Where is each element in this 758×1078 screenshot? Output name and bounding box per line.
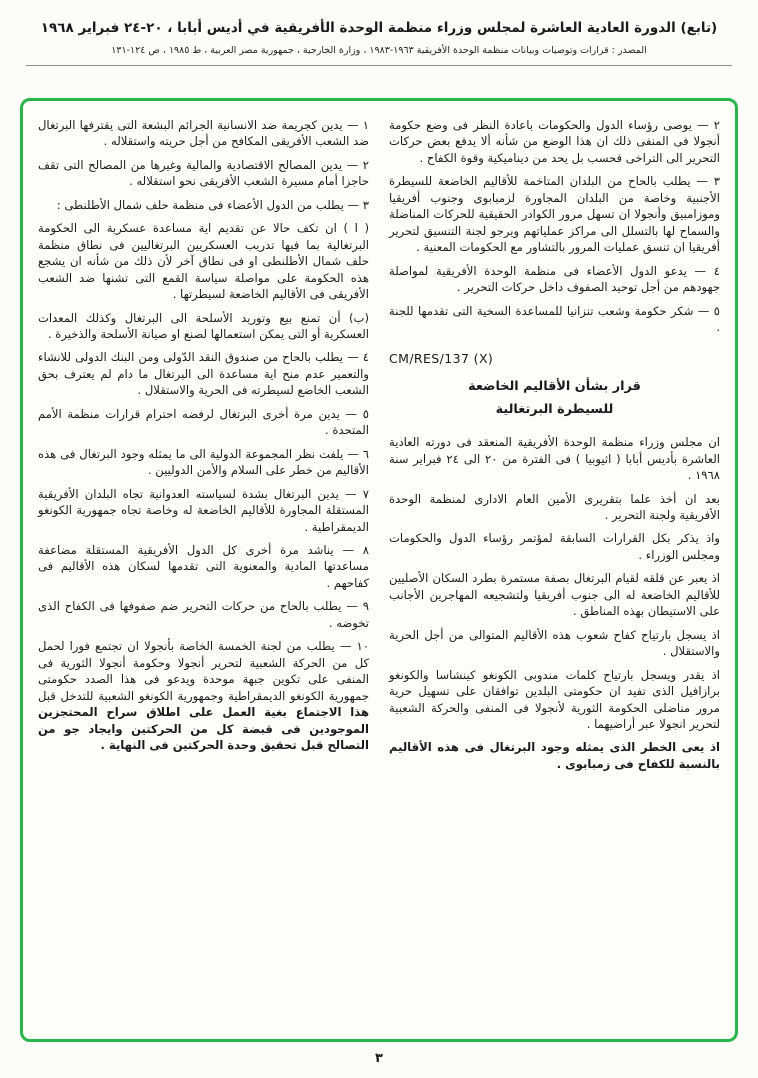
operative-paragraph-6: ٦ — يلفت نظر المجموعة الدولية الى ما يمثله وجود البرتغال فى هذه الأقاليم من خطر على السلام والأمن الدوليين . bbox=[38, 446, 369, 478]
operative-paragraph-2: ٢ — يوصى رؤساء الدول والحكومات باعادة النظر فى وضع حكومة أنجولا فى المنفى ذلك ان هذا الوضع من شأنه ألا يدفع بعض حركات التحرير الى التراخى فحسب بل يحد من ديناميكية وقوة الكفاح . bbox=[389, 118, 720, 165]
operative-paragraph-1: ١ — يدين كجريمة ضد الانسانية الجرائم البشعة التى يقترفها البرتغال ضد الشعب الأفريقى المكافح من أجل حريته واستقلاله . bbox=[38, 118, 369, 149]
resolution-heading bbox=[389, 376, 720, 421]
operative-paragraph-2: ٢ — يدين المصالح الاقتصادية والمالية وغيرها من المصالح التى تقف حاجزا أمام مسيرة الشعب الأفريقى نحو استقلاله . bbox=[38, 157, 369, 189]
resolution-heading-line2: للسيطرة البرتغالية bbox=[495, 401, 614, 417]
operative-paragraph-5: ٥ — شكر حكومة وشعب تنزانيا للمساعدة السخية التى تقدمها للجنة . bbox=[389, 303, 720, 334]
operative-paragraph-3: ٣ — يطلب من الدول الأعضاء فى منظمة حلف شمال الأطلنطى : bbox=[56, 197, 369, 212]
page-header bbox=[0, 0, 758, 56]
subparagraph-b: (ب) أن تمنع بيع وتوريد الأسلحة الى البرتغال وكذلك المعدات العسكرية أو التى يمكن استعمالها لصنع او صيانة الأسلحة والذخيرة . bbox=[38, 310, 369, 341]
operative-paragraph-4: ٤ — يطلب بالحاح من صندوق النقد الدّولى ومن البنك الدولى للانشاء والتعمير عدم منح اية مساعدة الى البرتغال ما دام لم يعترف بحق الشعب الخاضع لسيطرته فى الحرية والاستقلال . bbox=[38, 350, 369, 398]
operative-paragraph-10-emphasis: هذا الاجتماع بغية العمل على اطلاق سراح المحتجزين الموجودين فى قبضة كل من الحركتين وايجاد جو من التصالح قبل تحقيق وحدة الحركتين فى النهاية . bbox=[38, 705, 369, 752]
document-title: (تابع) الدورة العادية العاشرة لمجلس وزراء منظمة الوحدة الأفريقية في أديس أبابا ، ٢٠-٢٤ فبراير ١٩٦٨ bbox=[40, 20, 718, 36]
resolution-heading-line1: قرار بشأن الأقاليم الخاضعة bbox=[468, 379, 641, 395]
preamble-paragraph: اذ يعبر عن قلقه لقيام البرتغال بصفة مستمرة بطرد السكان الأصليين للأقاليم الخاضعة له الى جنوب أفريقيا ولتشجيعه المهاجرين الأجانب على الاستيطان بهذه المناطق . bbox=[389, 571, 720, 619]
column-left bbox=[38, 117, 369, 1023]
two-column-layout bbox=[38, 117, 720, 1023]
column-right bbox=[389, 117, 720, 1023]
operative-paragraph-4: ٤ — يدعو الدول الأعضاء فى منظمة الوحدة الأفريقية لمواصلة جهودهم من أجل توحيد الصفوف داخل حركات التحرير . bbox=[389, 263, 720, 295]
preamble-paragraph: ان مجلس وزراء منظمة الوحدة الأفريقية المنعقد فى دورته العادية العاشرة بأديس أبابا ( اثيوبيا ) فى الفترة من ٢٠ الى ٢٤ فبراير سنة ١٩٦٨ . bbox=[389, 435, 720, 483]
operative-paragraph-8: ٨ — يناشد مرة أخرى كل الدول الأفريقية المستقلة مضاعفة مساعدتها المادية والمعنوية التى تقدمها لسكان هذه الأقاليم فى كفاحهم . bbox=[38, 542, 369, 590]
header-divider bbox=[26, 65, 732, 66]
operative-paragraph-3: ٣ — يطلب بالحاح من البلدان المتاخمة للأقاليم الخاضعة للسيطرة الأجنبية وخاصة من البلدان المجاورة لزمبابوى وجنوب أفريقيا وموزامبيق وأنجولا ان تسهل مرور الكوادر الحقيقية للحركات المناضلة والسماح لها بالتسلل الى مراكز عملياتهم ويرجو لجنة التنسيق لتحرير أفريقيا ان تنسق عمليات المرور بالتشاور مع الحكومات المعنية . bbox=[389, 174, 720, 255]
subparagraph-a: ( ا ) ان تكف حالا عن تقديم اية مساعدة عسكرية الى الحكومة البرتغالية بما فيها تدريب العسكريين البرتغاليين فى نطاق منظمة حلف شمال الأطلنطى او فى نطاق آخر لأن ذلك من شأنه ان يشجع هذه الحكومة على مواصلة سياسة القمع التى تشنها ضد الشعب الأفريقى فى الأقاليم الخاضعة لسيطرتها . bbox=[38, 221, 369, 302]
preamble-paragraph-emphasis: اذ يعى الخطر الذى يمثله وجود البرتغال فى هذه الأقاليم بالنسبة للكفاح فى زمبابوى . bbox=[389, 740, 720, 771]
operative-paragraph-10-text: ١٠ — يطلب من لجنة الخمسة الخاصة بأنجولا ان تجتمع فورا لحمل كل من الحركة الشعبية لتحرير أنجولا وحكومة أنجولا الثورية فى المنفى على تكوين جبهة موحدة ويدعو فى هذا الصدد حكومتى جمهورية الكونغو الديمقراطية وجمهورية الكونغو الشعبية للتدخل قبل bbox=[38, 639, 369, 703]
resolution-reference-code: CM/RES/137 (X) bbox=[389, 351, 494, 367]
preamble-paragraph: اذ يسجل بارتياح كفاح شعوب هذه الأقاليم المتوالى من أجل الحرية والاستقلال . bbox=[389, 627, 720, 659]
operative-paragraph-10 bbox=[38, 638, 369, 753]
operative-paragraph-7: ٧ — يدين البرتغال بشدة لسياسته العدوانية تجاه البلدان الأفريقية المستقلة المجاورة للأقاليم الخاضعة له وخاصة تجاه جمهورية الكونغو الديمقراطية . bbox=[38, 486, 369, 534]
page-number: ٣ bbox=[375, 1051, 383, 1066]
source-citation: المصدر : قرارات وتوصيات وبيانات منظمة الوحدة الأفريقية ١٩٦٣-١٩٨٣ ، وزارة الخارجية ، جمهورية مصر العربية ، ط ١٩٨٥ ، ص ١٢٤-١٣١ bbox=[111, 45, 647, 56]
resolution-content-box bbox=[20, 98, 738, 1042]
operative-paragraph-5: ٥ — يدين مرة أخرى البرتغال لرفضه احترام قرارات منظمة الأمم المتحدة . bbox=[38, 406, 369, 438]
preamble-paragraph: واذ يذكر بكل القرارات السابقة لمؤتمر رؤساء الدول والحكومات ومجلس الوزراء . bbox=[389, 531, 720, 562]
preamble-paragraph: اذ يقدر ويسجل بارتياح كلمات مندوبى الكونغو كينشاسا والكونغو برازافيل الذى تفيد ان حكومتى البلدين توافقان على تسهيل حرية مرور مناضلى الحكومة الثورية لأنجولا فى المنفى والحركة الشعبية لتحرير انجولا عبر أراضيهما . bbox=[389, 667, 720, 732]
preamble-paragraph: بعد ان أخذ علما بتقريرى الأمين العام الادارى لمنظمة الوحدة الأفريقية ولجنة التحرير . bbox=[389, 491, 720, 523]
operative-paragraph-9: ٩ — يطلب بالحاح من حركات التحرير ضم صفوفها فى الكفاح الذى تخوضه . bbox=[38, 599, 369, 630]
